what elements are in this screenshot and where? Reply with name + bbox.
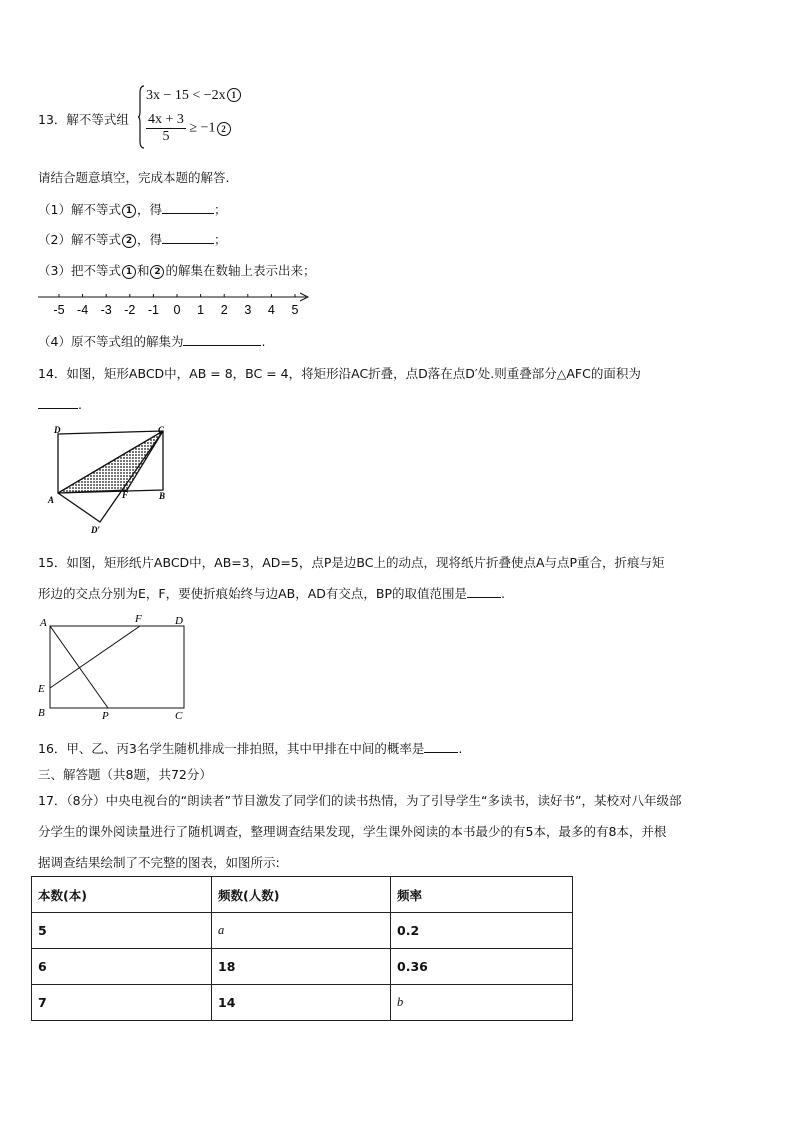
label-f: F — [135, 613, 142, 625]
part4-text: （4）原不等式组的解集为 — [38, 334, 184, 349]
table-header: 本数(本) — [32, 877, 212, 913]
table-row — [32, 949, 573, 985]
q13-instruction: 请结合题意填空，完成本题的解答. — [38, 170, 230, 185]
table-cell: 0.36 — [391, 949, 573, 985]
axis-tick-label: 4 — [267, 303, 275, 317]
table-cell: b — [391, 985, 573, 1021]
label-a: A — [40, 617, 47, 629]
label-d-prime: D′ — [91, 525, 101, 535]
circled-mark-2-ref2: 2 — [150, 265, 164, 279]
q13-part4 — [38, 332, 265, 350]
answer-blank-q14[interactable] — [38, 396, 78, 409]
inequality-1-text: 3x − 15 < −2x — [146, 88, 226, 103]
circled-mark-1-ref: 1 — [122, 204, 136, 218]
q16 — [38, 739, 462, 757]
frequency-table — [31, 876, 573, 1021]
q15-line2-text: 形边的交点分别为E，F，要使折痕始终与边AB，AD有交点，BP的取值范围是 — [38, 586, 468, 601]
label-e: E — [38, 683, 45, 695]
q13-part2 — [38, 230, 227, 248]
q14-figure — [45, 424, 175, 536]
answer-blank-q16[interactable] — [424, 740, 458, 753]
q17-line3: 据调查结果绘制了不完整的图表，如图所示: — [38, 855, 280, 870]
label-b: B — [38, 707, 45, 719]
table-header-row — [32, 877, 573, 913]
table-cell: 14 — [212, 985, 391, 1021]
label-a: A — [48, 495, 55, 505]
q17-line2: 分学生的课外阅读量进行了随机调查，整理调查结果发现，学生课外阅读的本书最少的有5本，最多的有8本，并根 — [38, 824, 667, 839]
label-b: B — [159, 491, 166, 501]
q13-part1 — [38, 200, 227, 218]
axis-tick-label: 1 — [197, 303, 205, 317]
inequality-2 — [146, 112, 232, 145]
table-header: 频率 — [391, 877, 573, 913]
section-heading: 三、解答题（共8题，共72分） — [38, 767, 212, 782]
q15-end: . — [501, 586, 505, 601]
q13-part3 — [38, 261, 316, 279]
part3-text: （3）把不等式 — [38, 263, 121, 278]
label-c: C — [175, 710, 183, 722]
answer-blank-4[interactable] — [183, 333, 261, 346]
q15-figure — [36, 612, 192, 724]
circled-mark-1-ref2: 1 — [122, 265, 136, 279]
table-cell: 5 — [32, 913, 212, 949]
table-row — [32, 985, 573, 1021]
q16-end: . — [458, 741, 463, 756]
part3-text-b: 和 — [136, 263, 150, 278]
axis-tick-label: 3 — [244, 303, 252, 317]
axis-tick-label: -5 — [53, 303, 65, 317]
q17-line1: 17．（8分）中央电视台的“朗读者”节目激发了同学们的读书热情，为了引导学生“多读书，读好书”，某校对八年级部 — [38, 793, 682, 808]
circled-mark-2: 2 — [217, 122, 231, 136]
inequality-1 — [146, 88, 242, 104]
part1-text: （1）解不等式 — [38, 202, 121, 217]
part3-text-c: 的解集在数轴上表示出来； — [165, 263, 316, 278]
label-d: D — [175, 615, 183, 627]
part1-text-b: ，得 — [136, 202, 162, 217]
q15-line2 — [38, 584, 505, 602]
axis-tick-label: -2 — [124, 303, 136, 317]
circled-mark-1: 1 — [227, 88, 241, 102]
part2-text-b: ，得 — [136, 232, 162, 247]
answer-blank-q15[interactable] — [467, 585, 501, 598]
axis-tick-label: 5 — [291, 303, 299, 317]
axis-tick-label: 2 — [220, 303, 228, 317]
axis-tick-label: -1 — [147, 303, 159, 317]
table-cell: 0.2 — [391, 913, 573, 949]
table-cell: 7 — [32, 985, 212, 1021]
number-line — [36, 288, 316, 322]
q16-text: 16．甲、乙、丙3名学生随机排成一排拍照，其中甲排在中间的概率是 — [38, 741, 425, 756]
table-header: 频数(人数) — [212, 877, 391, 913]
table-cell: 6 — [32, 949, 212, 985]
part2-end: ； — [213, 232, 227, 247]
axis-tick-label: 0 — [173, 303, 181, 317]
q13-stem: 13．解不等式组 — [38, 112, 129, 127]
answer-blank-1[interactable] — [162, 201, 214, 214]
q14-end: . — [78, 397, 82, 412]
table-cell: 18 — [212, 949, 391, 985]
q14-line1: 14．如图，矩形ABCD中，AB = 8，BC = 4，将矩形沿AC折叠，点D落在点D′处.则重叠部分△AFC的面积为 — [38, 366, 641, 381]
table-row — [32, 913, 573, 949]
system-brace — [138, 85, 144, 149]
table-cell: a — [212, 913, 391, 949]
inequality-2-rhs: ≥ −1 — [189, 120, 216, 136]
q14-line2 — [38, 396, 82, 412]
label-p: P — [102, 710, 109, 722]
part2-text: （2）解不等式 — [38, 232, 121, 247]
inequality-2-numerator: 4x + 3 — [148, 112, 184, 127]
axis-tick-label: -3 — [100, 303, 112, 317]
circled-mark-2-ref: 2 — [122, 234, 136, 248]
label-d: D — [54, 425, 61, 435]
part1-end: ； — [213, 202, 227, 217]
label-c: C — [158, 425, 165, 435]
axis-tick-label: -4 — [77, 303, 89, 317]
part4-end: . — [261, 334, 266, 349]
label-f: F — [122, 490, 129, 500]
answer-blank-2[interactable] — [162, 231, 214, 244]
inequality-2-denominator: 5 — [162, 129, 170, 144]
q15-line1: 15．如图，矩形纸片ABCD中，AB=3，AD=5，点P是边BC上的动点，现将纸片折叠使点A与点P重合，折痕与矩 — [38, 555, 665, 570]
